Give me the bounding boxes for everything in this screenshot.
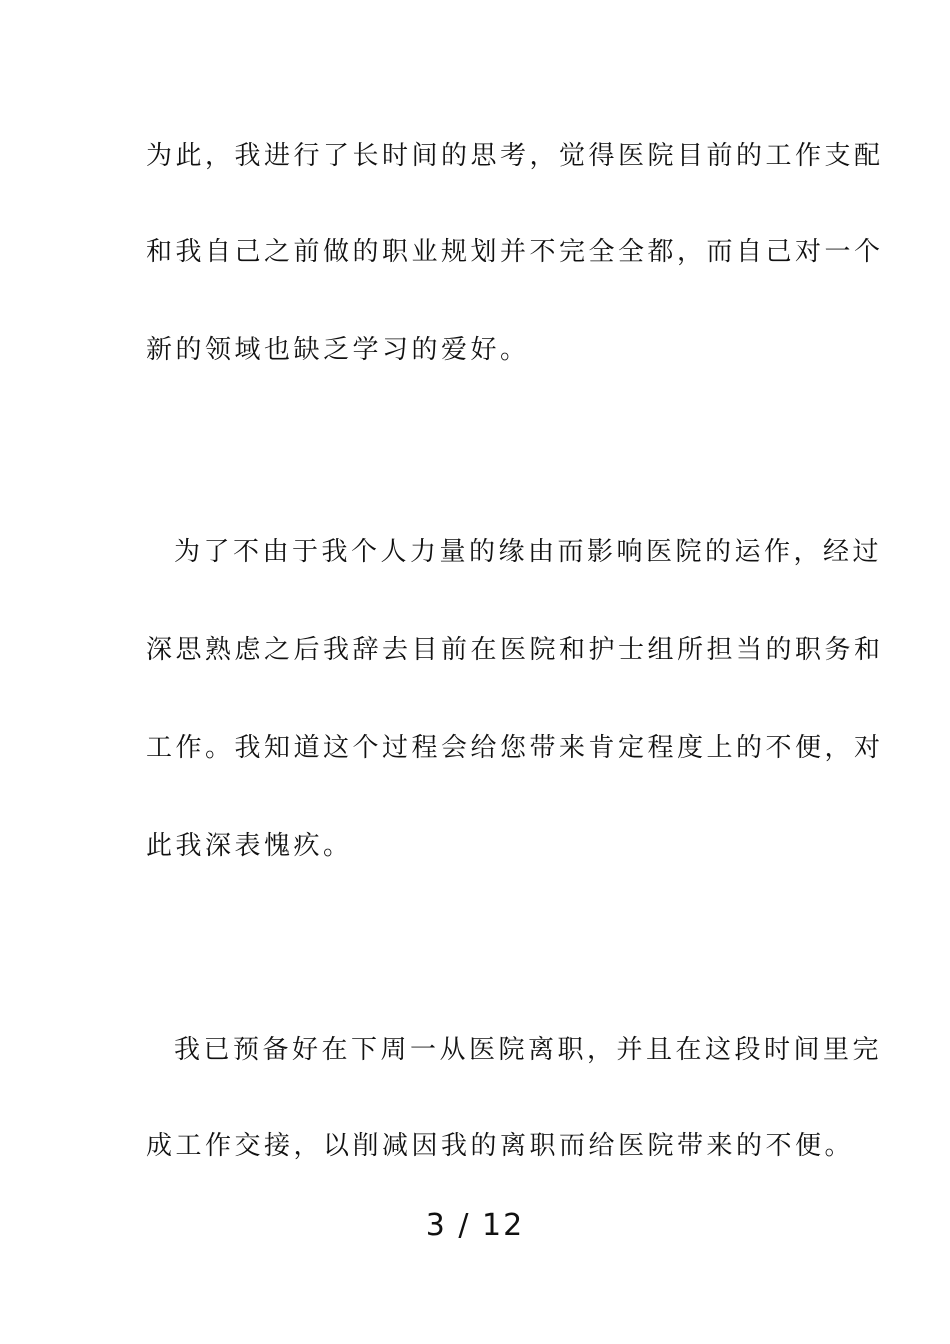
paragraph-line: 新的领域也缺乏学习的爱好。 — [146, 335, 530, 365]
paragraph-line: 此我深表愧疚。 — [146, 831, 353, 861]
paragraph-line: 和我自己之前做的职业规划并不完全全都，而自己对一个 — [146, 237, 884, 267]
paragraph-line: 我已预备好在下周一从医院离职，并且在这段时间里完 — [174, 1035, 883, 1065]
paragraph-line: 工作。我知道这个过程会给您带来肯定程度上的不便，对 — [146, 733, 884, 763]
page-number: 3 / 12 — [425, 1208, 525, 1243]
paragraph-line: 深思熟虑之后我辞去目前在医院和护士组所担当的职务和 — [146, 635, 884, 665]
paragraph-line: 为了不由于我个人力量的缘由而影响医院的运作，经过 — [174, 537, 883, 567]
paragraph-line: 为此，我进行了长时间的思考，觉得医院目前的工作支配 — [146, 141, 884, 171]
paragraph-line: 成工作交接，以削减因我的离职而给医院带来的不便。 — [146, 1131, 855, 1161]
